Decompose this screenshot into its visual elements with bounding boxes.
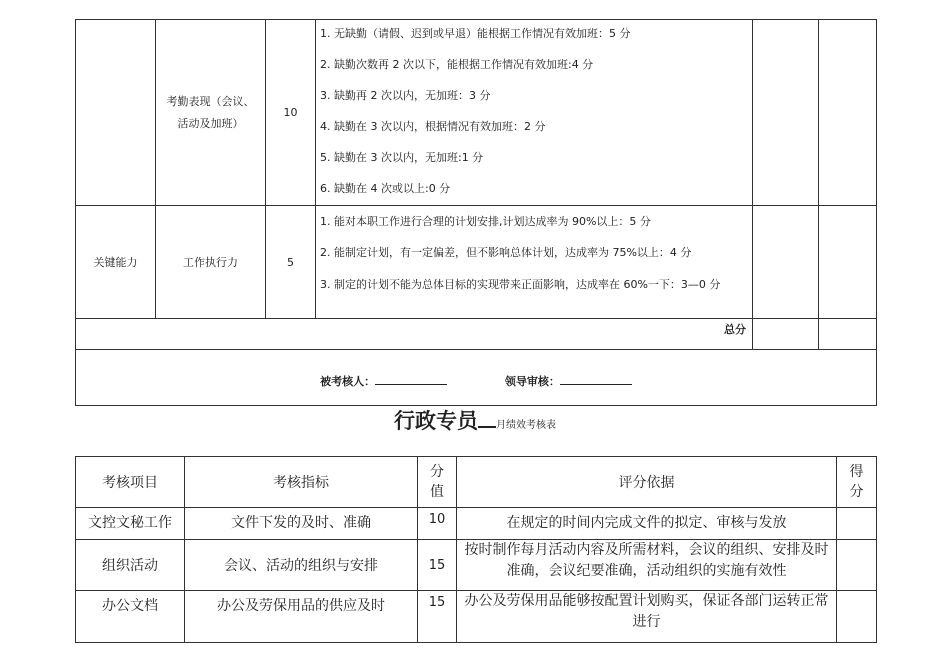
table-row [76,206,877,319]
indicator-cell: 办公及劳保用品的供应及时 [185,591,418,643]
criterion-line: 4. 缺勤在 3 次以内，根据情况有效加班：2 分 [320,120,546,133]
final-score-cell[interactable] [819,20,877,206]
criterion-line: 3. 缺勤再 2 次以内，无加班：3 分 [320,89,491,102]
total-self-cell[interactable] [753,319,819,350]
evaluation-table-bottom [75,456,877,643]
score-cell: 15 [418,540,457,591]
score-cell: 10 [418,508,457,540]
final-score-cell[interactable] [819,206,877,319]
criterion-line: 5. 缺勤在 3 次以内，无加班:1 分 [320,151,484,164]
item-cell: 办公文档 [76,591,185,643]
category-cell: 关键能力 [76,206,156,319]
result-cell[interactable] [837,540,877,591]
score-cell: 15 [418,591,457,643]
item-cell: 组织活动 [76,540,185,591]
table-row [76,20,877,206]
criterion-line: 3. 制定的计划不能为总体目标的实现带来正面影响，达成率在 60%一下：3—0 分 [320,278,721,291]
self-score-cell[interactable] [753,206,819,319]
total-label: 总分 [76,319,753,350]
table-row [76,508,877,540]
criteria-cell [316,20,753,206]
basis-cell: 在规定的时间内完成文件的拟定、审核与发放 [457,508,837,540]
title-underline [478,406,496,428]
criterion-line: 6. 缺勤在 4 次或以上:0 分 [320,182,451,195]
leader-signature-line[interactable] [560,366,632,385]
criteria-cell [316,206,753,319]
criterion-line: 1. 能对本职工作进行合理的计划安排,计划达成率为 90%以上：5 分 [320,215,651,228]
table-row [76,591,877,643]
item-cell: 考勤表现（会议、活动及加班） [156,20,266,206]
criterion-line: 2. 缺勤次数再 2 次以下，能根据工作情况有效加班:4 分 [320,58,594,71]
score-cell: 10 [266,20,316,206]
criterion-line: 2. 能制定计划，有一定偏差，但不影响总体计划，达成率为 75%以上：4 分 [320,246,692,259]
indicator-cell: 文件下发的及时、准确 [185,508,418,540]
table-header-row [76,457,877,508]
signature-cell [76,350,877,406]
header-score: 分值 [418,457,457,508]
title-sub: 月绩效考核表 [496,420,556,431]
indicator-cell: 会议、活动的组织与安排 [185,540,418,591]
header-item: 考核项目 [76,457,185,508]
item-cell: 文控文秘工作 [76,508,185,540]
header-indicator: 考核指标 [185,457,418,508]
reviewee-signature-line[interactable] [375,366,447,385]
page-title [0,405,950,435]
signature-row [76,350,877,406]
evaluation-table-top [75,19,877,406]
table-row [76,540,877,591]
result-cell[interactable] [837,508,877,540]
header-result: 得分 [837,457,877,508]
result-cell[interactable] [837,591,877,643]
total-final-cell[interactable] [819,319,877,350]
item-cell: 工作执行力 [156,206,266,319]
score-cell: 5 [266,206,316,319]
title-main: 行政专员 [394,409,478,433]
basis-cell: 按时制作每月活动内容及所需材料，会议的组织、安排及时准确，会议纪要准确，活动组织的实施有效性 [457,540,837,591]
category-cell [76,20,156,206]
total-row [76,319,877,350]
basis-cell: 办公及劳保用品能够按配置计划购买，保证各部门运转正常进行 [457,591,837,643]
header-basis: 评分依据 [457,457,837,508]
criterion-line: 1. 无缺勤（请假、迟到或早退）能根据工作情况有效加班：5 分 [320,27,631,40]
leader-label: 领导审核： [504,375,560,388]
reviewee-label: 被考核人： [320,375,376,388]
self-score-cell[interactable] [753,20,819,206]
